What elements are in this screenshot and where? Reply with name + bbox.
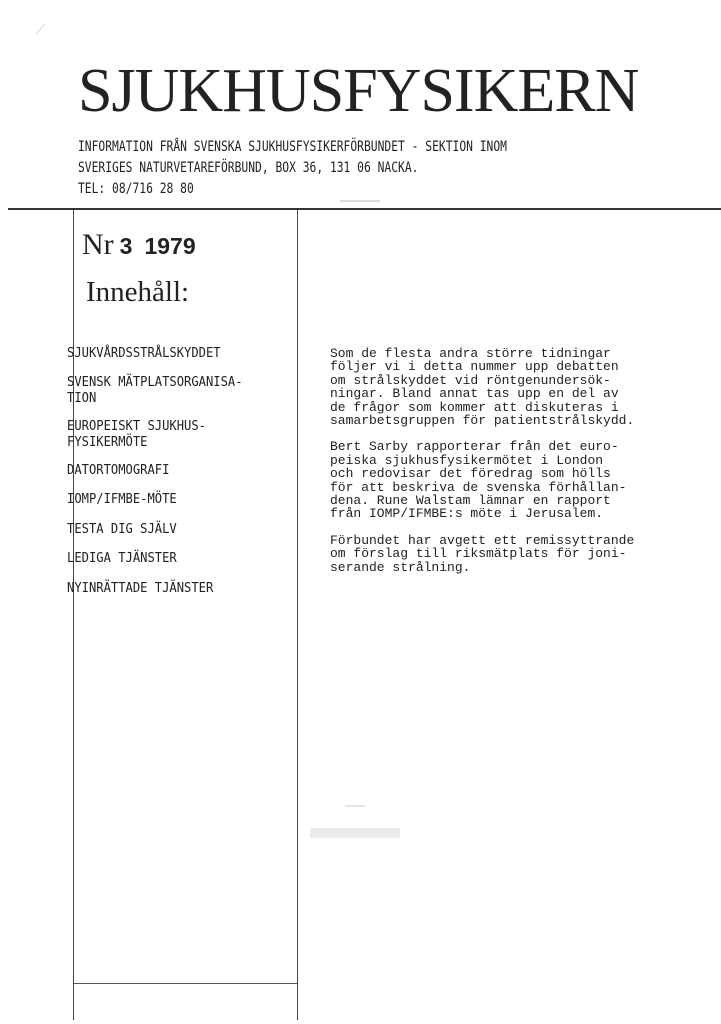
issue-number [82,228,196,262]
publisher-info-line: INFORMATION FRÅN SVENSKA SJUKHUSFYSIKERFÖRBUNDET - SEKTION INOM [78,139,507,155]
toc-item: NYINRÄTTADE TJÄNSTER [67,580,214,596]
toc-item: SJUKVÅRDSSTRÅLSKYDDET [67,345,221,361]
editorial-paragraph: Bert Sarby rapporterar från det euro- peiska sjukhusfysikermötet i London och redovisar det föredrag som hölls för att beskriva de svenska förhållan- dena. Rune Walstam lämnar en rapport från IOMP/IFMBE:s möte i Jerusalem. [330,439,627,522]
editorial-text [330,347,634,574]
issue-number-value: 3 [119,233,133,259]
header-rule [8,208,721,210]
column-divider [297,210,298,1020]
scan-speck [340,200,380,202]
issue-year: 1979 [144,233,196,259]
editorial-paragraph: Förbundet har avgett ett remissyttrande om förslag till riksmätplats för joni- serande strålning. [330,532,635,575]
scan-speck [310,828,400,838]
left-column-rule [73,210,74,1020]
toc-item: IOMP/IFMBE-MÖTE [67,491,177,507]
bottom-box-rule [73,983,297,984]
toc-item: LEDIGA TJÄNSTER [67,550,177,566]
publisher-phone: TEL: 08/716 28 80 [78,181,194,197]
masthead-title: SJUKHUSFYSIKERN [78,57,639,125]
toc-item: EUROPEISKT SJUKHUS- FYSIKERMÖTE [67,418,206,450]
toc-item: SVENSK MÄTPLATSORGANISA- TION [67,374,243,406]
publisher-info-line: SVERIGES NATURVETAREFÖRBUND, BOX 36, 131 06 NACKA. [78,160,419,176]
contents-heading: Innehåll: [86,276,190,308]
toc-item: TESTA DIG SJÄLV [67,521,177,537]
scan-speck [345,805,365,807]
scan-speck [36,23,46,34]
toc-item: DATORTOMOGRAFI [67,462,170,478]
issue-nr-label: Nr [82,228,114,261]
publisher-info [78,137,507,200]
editorial-paragraph: Som de flesta andra större tidningar följer vi i detta nummer upp debatten om strålskyddet vid röntgenundersök- ningar. Bland annat tas upp en del av de frågor som kommer att diskuteras i samarbetsgruppen för patientstrålskydd. [330,346,635,429]
